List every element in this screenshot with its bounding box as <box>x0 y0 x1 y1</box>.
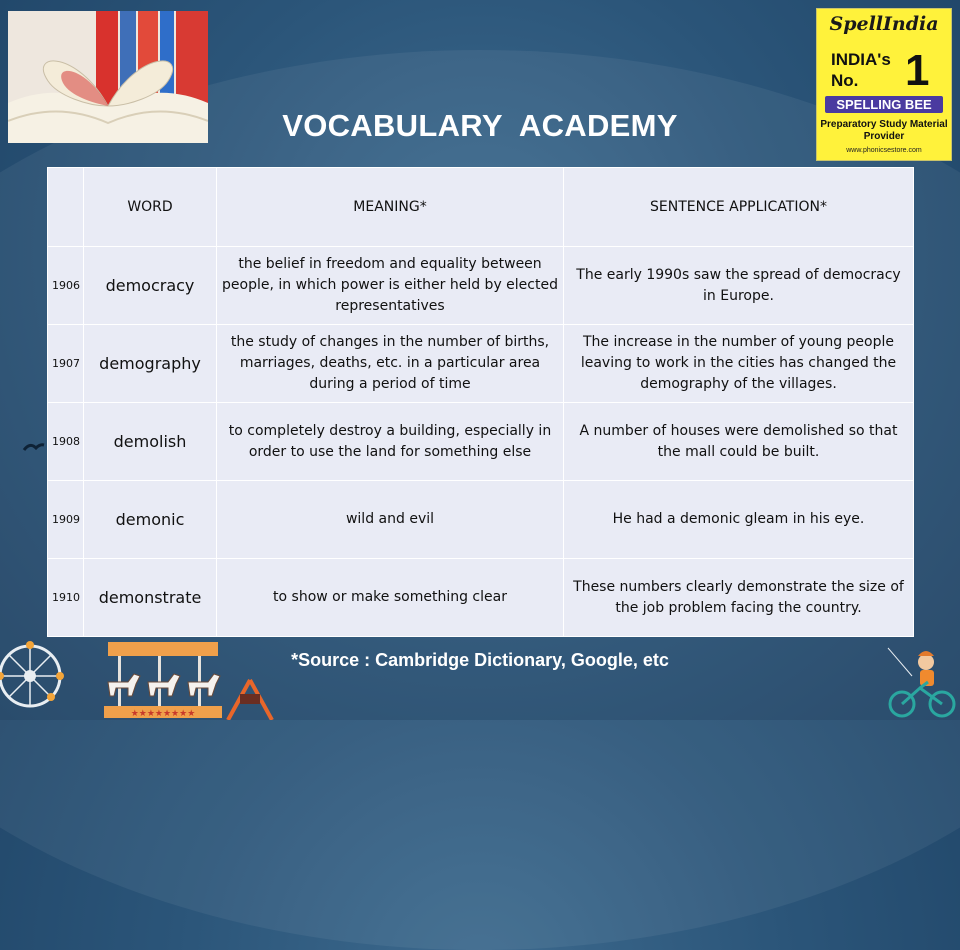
row-word: demography <box>84 325 217 403</box>
row-sentence: The increase in the number of young people leaving to work in the cities has changed the demography of the villages. <box>564 325 914 403</box>
row-sentence: The early 1990s saw the spread of democracy in Europe. <box>564 247 914 325</box>
row-word: democracy <box>84 247 217 325</box>
header-word: WORD <box>84 168 217 247</box>
row-meaning: wild and evil <box>217 481 564 559</box>
row-number: 1907 <box>48 325 84 403</box>
vocabulary-table <box>47 167 914 637</box>
header-meaning: MEANING* <box>217 168 564 247</box>
row-sentence: A number of houses were demolished so that the mall could be built. <box>564 403 914 481</box>
row-meaning: the belief in freedom and equality between people, in which power is either held by elected representatives <box>217 247 564 325</box>
row-number: 1906 <box>48 247 84 325</box>
row-meaning: to show or make something clear <box>217 559 564 637</box>
logo-brand: SpellIndia <box>829 13 939 35</box>
row-number: 1910 <box>48 559 84 637</box>
logo-badge: SPELLING BEE <box>825 96 943 113</box>
ferris-wheel-icon <box>0 636 70 720</box>
spellindia-logo <box>816 8 952 161</box>
logo-url: www.phonicsestore.com <box>846 147 922 154</box>
header-num <box>48 168 84 247</box>
table-row <box>48 559 914 637</box>
logo-subtitle-line2: Provider <box>863 131 905 142</box>
logo-number: 1 <box>905 46 930 95</box>
table-row <box>48 325 914 403</box>
row-sentence: These numbers clearly demonstrate the size of the job problem facing the country. <box>564 559 914 637</box>
row-word: demonic <box>84 481 217 559</box>
header-sentence: SENTENCE APPLICATION* <box>564 168 914 247</box>
table-row <box>48 481 914 559</box>
swing-ride-icon <box>222 676 278 720</box>
page-title: VOCABULARY ACADEMY <box>282 108 678 143</box>
table-row <box>48 403 914 481</box>
row-word: demonstrate <box>84 559 217 637</box>
bird-icon <box>22 440 46 454</box>
source-note: *Source : Cambridge Dictionary, Google, etc <box>291 650 669 670</box>
row-number: 1909 <box>48 481 84 559</box>
svg-text:★★★★★★★★: ★★★★★★★★ <box>130 709 196 719</box>
logo-line1: INDIA's <box>831 50 891 69</box>
row-meaning: the study of changes in the number of births, marriages, deaths, etc. in a particular area during a period of time <box>217 325 564 403</box>
carousel-icon <box>98 642 228 720</box>
row-word: demolish <box>84 403 217 481</box>
kid-on-bicycle-icon <box>880 642 958 720</box>
table-row <box>48 247 914 325</box>
row-sentence: He had a demonic gleam in his eye. <box>564 481 914 559</box>
logo-line2: No. <box>831 71 859 90</box>
logo-subtitle <box>817 119 951 143</box>
table-header-row <box>48 168 914 247</box>
logo-subtitle-line1: Preparatory Study Material <box>820 119 948 130</box>
row-number: 1908 <box>48 403 84 481</box>
row-meaning: to completely destroy a building, especially in order to use the land for something else <box>217 403 564 481</box>
